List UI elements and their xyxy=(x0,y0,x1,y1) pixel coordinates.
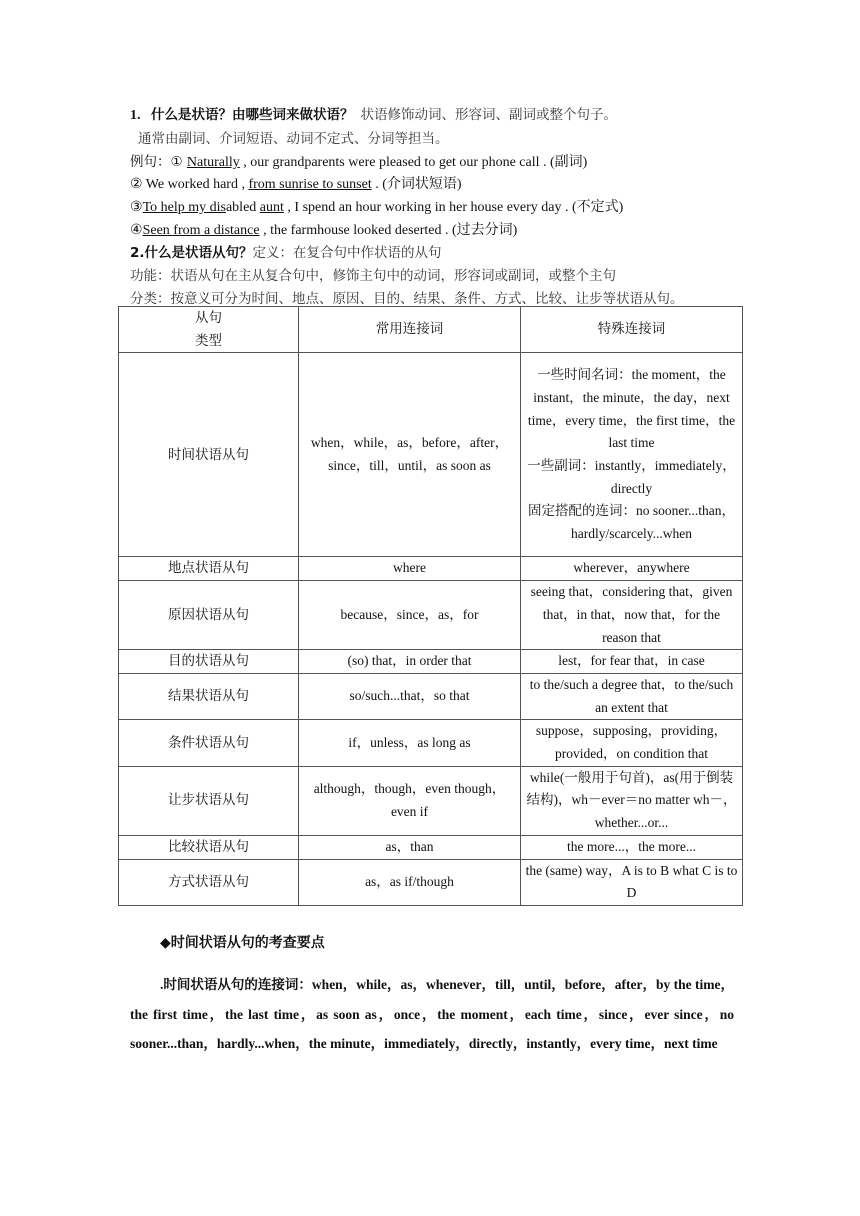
table-row xyxy=(119,581,743,650)
example-2-underlined: from sunrise to sunset xyxy=(248,177,372,192)
table-header-row xyxy=(119,307,743,353)
table-row xyxy=(119,835,743,859)
table-row xyxy=(119,353,743,557)
row-type: 原因状语从句 xyxy=(119,581,299,650)
row-type: 条件状语从句 xyxy=(119,720,299,766)
example-3 xyxy=(130,198,623,218)
row-type: 比较状语从句 xyxy=(119,835,299,859)
q2-definition: 定义：在复合句中作状语的从句 xyxy=(252,245,442,261)
row-type: 时间状语从句 xyxy=(119,353,299,557)
table-row xyxy=(119,650,743,674)
header-special: 特殊连接词 xyxy=(521,307,743,353)
example-3-rest: , I spend an hour working in her house every day . (不定式) xyxy=(283,200,624,215)
example-1-rest: , our grandparents were pleased to get our phone call . (副词) xyxy=(239,155,588,170)
row-common: where xyxy=(299,557,521,581)
example-2-pre: ② We worked hard , xyxy=(130,177,249,192)
example-1-underlined: Naturally xyxy=(186,155,240,170)
q2-function: 功能：状语从句在主从复合句中，修饰主句中的动词，形容词或副词，或整个主句 xyxy=(130,268,616,284)
row-common: so/such...that，so that xyxy=(299,673,521,719)
q2-question: 2.什么是状语从句？ xyxy=(130,245,253,261)
example-2 xyxy=(130,175,462,195)
row-special: seeing that，considering that，given that，in that，now that，for the reason that xyxy=(521,581,743,650)
row-common: if，unless，as long as xyxy=(299,720,521,766)
row-special: the more...，the more... xyxy=(521,835,743,859)
example-3-mid: abled xyxy=(225,200,260,215)
section-heading: ◆时间状语从句的考查要点 xyxy=(160,935,325,951)
example-4-underlined: Seen from a distance xyxy=(142,223,260,238)
q2-classification: 分类：按意义可分为时间、地点、原因、目的、结果、条件、方式、比较、让步等状语从句。 xyxy=(130,291,684,307)
row-special: wherever，anywhere xyxy=(521,557,743,581)
example-4-rest: , the farmhouse looked deserted . (过去分词) xyxy=(259,223,518,238)
header-type-line1: 从句 xyxy=(195,310,222,326)
example-3-pre: ③ xyxy=(130,200,143,215)
q2-line xyxy=(130,243,442,264)
table-row xyxy=(119,766,743,835)
row-special: suppose，supposing，providing，provided，on condition that xyxy=(521,720,743,766)
row-type: 目的状语从句 xyxy=(119,650,299,674)
row-type: 结果状语从句 xyxy=(119,673,299,719)
table-row xyxy=(119,673,743,719)
header-common: 常用连接词 xyxy=(299,307,521,353)
row-common: because，since，as，for xyxy=(299,581,521,650)
example-3-underlined-2: aunt xyxy=(259,200,284,215)
example-3-underlined-1: To help my dis xyxy=(142,200,226,215)
row-type: 让步状语从句 xyxy=(119,766,299,835)
example-4 xyxy=(130,221,517,241)
table-row xyxy=(119,859,743,905)
row-special-part: 固定搭配的连词：no sooner...than，hardly/scarcely...when xyxy=(528,503,735,542)
q1-question: 什么是状语？由哪些词来做状语？ xyxy=(151,107,354,123)
row-special: while(一般用于句首)，as(用于倒装结构)，wh－ever＝no matter wh－，whether...or... xyxy=(521,766,743,835)
row-special-part: 一些副词：instantly，immediately，directly xyxy=(527,457,736,496)
q1-line2: 通常由副词、介词短语、动词不定式、分词等担当。 xyxy=(138,131,449,147)
table-row xyxy=(119,557,743,581)
row-common: as，as if/though xyxy=(299,859,521,905)
clause-table xyxy=(118,306,743,906)
table-row xyxy=(119,720,743,766)
row-special xyxy=(521,353,743,557)
row-type: 方式状语从句 xyxy=(119,859,299,905)
header-type xyxy=(119,307,299,353)
row-special: to the/such a degree that，to the/such an extent that xyxy=(521,673,743,719)
q1-answer: 状语修饰动词、形容词、副词或整个句子。 xyxy=(360,107,617,123)
row-type: 地点状语从句 xyxy=(119,557,299,581)
q1-number: 1. xyxy=(130,108,141,123)
q1-line xyxy=(130,105,617,126)
row-common: although，though，even though，even if xyxy=(299,766,521,835)
header-type-line2: 类型 xyxy=(195,332,222,349)
row-common: (so) that，in order that xyxy=(299,650,521,674)
row-special-part: 一些时间名词：the moment，the instant，the minute，the day，next time，every time，the first time，the last time xyxy=(527,367,736,451)
row-common: when，while，as，before，after，since，till，until，as soon as xyxy=(299,353,521,557)
section-paragraph: .时间状语从句的连接词：when，while，as，whenever，till，until，before，after，by the time，the first time，the last time，as soon as，once，the moment，each time，since，ever since，no sooner...than，hardly...when，the minute，immediately，directly，instantly，every time，next time xyxy=(130,977,734,1051)
examples-label: 例句：① xyxy=(130,154,187,170)
row-special: the (same) way，A is to B what C is to D xyxy=(521,859,743,905)
row-common: as，than xyxy=(299,835,521,859)
example-2-rest: . (介词状短语) xyxy=(371,177,462,192)
example-1 xyxy=(130,152,587,173)
row-special: lest，for fear that，in case xyxy=(521,650,743,674)
example-4-pre: ④ xyxy=(130,223,143,238)
